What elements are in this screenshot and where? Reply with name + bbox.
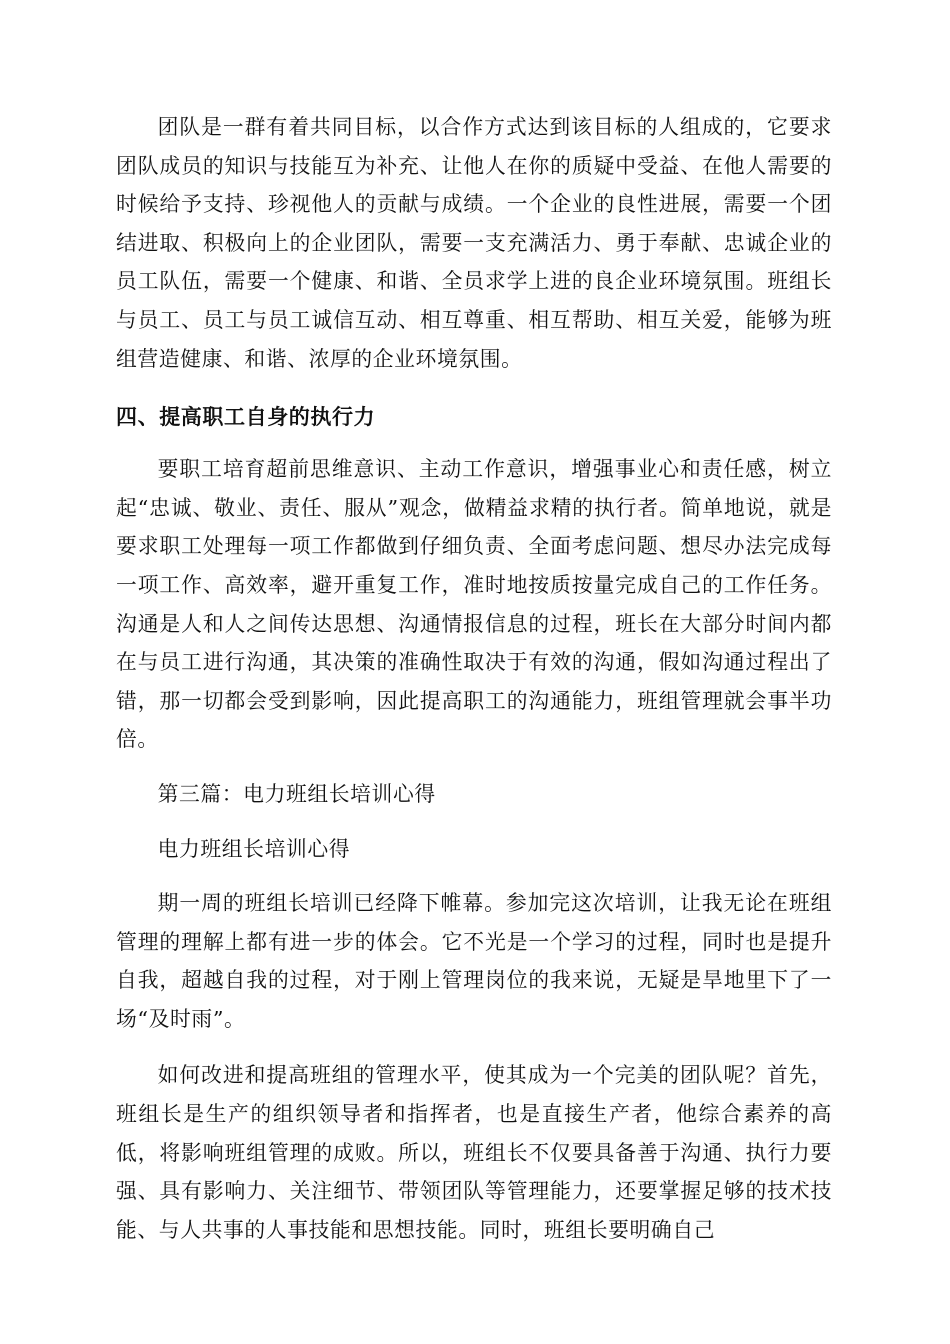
- article-title: 电力班组长培训心得: [157, 836, 351, 861]
- paragraph-training-week: 期一周的班组长培训已经降下帷幕。参加完这次培训，让我无论在班组管理的理解上都有进一步的体会。它不光是一个学习的过程，同时也是提升自我，超越自我的过程，对于刚上管理岗位的我来说，无疑是旱地里下了一场“及时雨”。: [116, 891, 832, 1031]
- section-heading-execution: 四、提高职工自身的执行力: [116, 404, 376, 430]
- chapter-title-third: 第三篇：电力班组长培训心得: [157, 781, 436, 806]
- paragraph-execution: 要职工培育超前思维意识、主动工作意识，增强事业心和责任感，树立起“忠诚、敬业、责任、服从”观念，做精益求精的执行者。简单地说，就是要求职工处理每一项工作都做到仔细负责、全面考虑问题、想尽办法完成每一项工作、高效率，避开重复工作，准时地按质按量完成自己的工作任务。沟通是人和人之间传达思想、沟通情报信息的过程，班长在大部分时间内都在与员工进行沟通，其决策的准确性取决于有效的沟通，假如沟通过程出了错，那一切都会受到影响，因此提高职工的沟通能力，班组管理就会事半功倍。: [116, 457, 832, 752]
- document-body: [116, 108, 832, 1249]
- paragraph-team: 团队是一群有着共同目标，以合作方式达到该目标的人组成的，它要求团队成员的知识与技能互为补充、让他人在你的质疑中受益、在他人需要的时候给予支持、珍视他人的贡献与成绩。一个企业的良性进展，需要一个团结进取、积极向上的企业团队，需要一支充满活力、勇于奉献、忠诚企业的员工队伍，需要一个健康、和谐、全员求学上进的良企业环境氛围。班组长与员工、员工与员工诚信互动、相互尊重、相互帮助、相互关爱，能够为班组营造健康、和谐、浓厚的企业环境氛围。: [116, 115, 832, 371]
- paragraph-team-management: 如何改进和提高班组的管理水平，使其成为一个完美的团队呢？首先，班组长是生产的组织领导者和指挥者，也是直接生产者，他综合素养的高低，将影响班组管理的成败。所以，班组长不仅要具备善于沟通、执行力要强、具有影响力、关注细节、带领团队等管理能力，还要掌握足够的技术技能、与人共事的人事技能和思想技能。同时，班组长要明确自己: [116, 1063, 832, 1242]
